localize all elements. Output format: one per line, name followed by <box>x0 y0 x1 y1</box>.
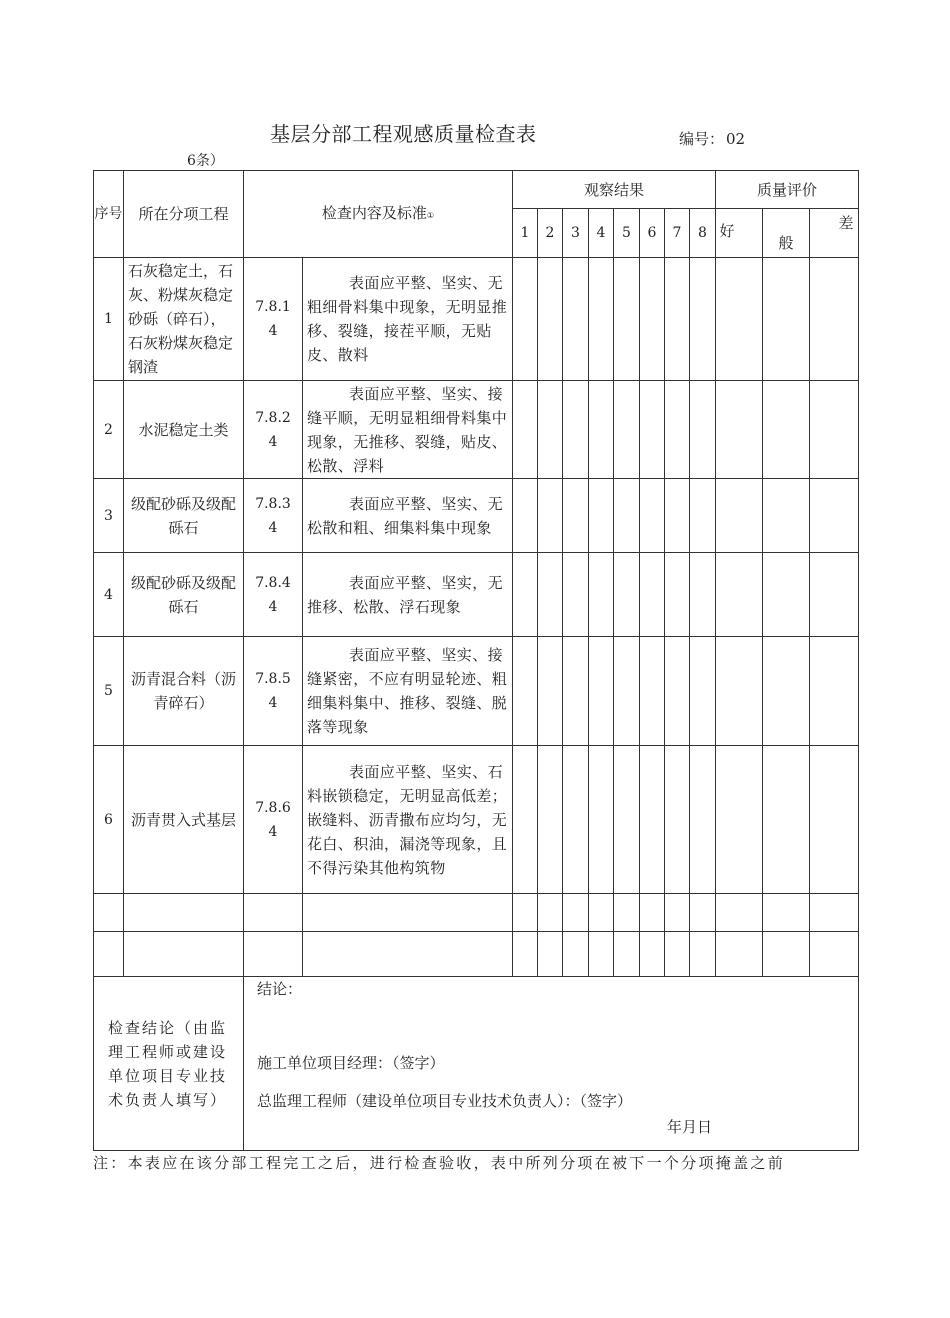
row-seq: 5 <box>94 637 124 746</box>
header-row-1 <box>94 171 859 209</box>
row-clause: 7.8.1 4 <box>244 258 303 381</box>
form-number-label: 编号： <box>679 130 725 148</box>
row-content: 表面应平整、坚实、无松散和粗、细集料集中现象 <box>303 479 513 553</box>
row-subitem: 沥青贯入式基层 <box>124 746 244 894</box>
table-row <box>94 746 859 894</box>
quality-poor: 差 <box>810 209 859 258</box>
observe-col-6: 6 <box>640 209 665 258</box>
quality-fair: 般 <box>763 209 810 258</box>
form-number <box>677 128 745 149</box>
row-content: 表面应平整、坚实、接缝紧密，不应有明显轮迹、粗细集料集中、推移、裂缝、脱落等现象 <box>303 637 513 746</box>
header-observe: 观察结果 <box>513 171 716 209</box>
conclusion-area <box>244 977 859 1151</box>
header-content: 检查内容及标准① <box>244 171 513 258</box>
conclusion-result-label: 结论： <box>257 980 303 998</box>
row-content: 表面应平整、坚实，无推移、松散、浮石现象 <box>303 553 513 637</box>
row-subitem: 级配砂砾及级配砾石 <box>124 479 244 553</box>
page-title: 基层分部工程观感质量检查表 <box>270 122 537 146</box>
table-row <box>94 258 859 381</box>
row-content: 表面应平整、坚实、石料嵌锁稳定，无明显高低差；嵌缝料、沥青撒布应均匀，无花白、积油，漏浇等现象，且不得污染其他构筑物 <box>303 746 513 894</box>
row-seq: 3 <box>94 479 124 553</box>
empty-row <box>94 932 859 977</box>
row-subitem: 水泥稳定土类 <box>124 381 244 479</box>
table-row <box>94 553 859 637</box>
row-clause: 7.8.4 4 <box>244 553 303 637</box>
inspection-table <box>93 170 859 1151</box>
observe-col-8: 8 <box>690 209 716 258</box>
quality-good: 好 <box>716 209 763 258</box>
date-label: 年月日 <box>667 1118 713 1136</box>
empty-row <box>94 894 859 932</box>
header-subitem: 所在分项工程 <box>124 171 244 258</box>
observe-col-3: 3 <box>563 209 589 258</box>
supervisor-signature-label: 总监理工程师（建设单位项目专业技术负责人）：（签字） <box>257 1092 633 1110</box>
observe-col-4: 4 <box>589 209 614 258</box>
row-seq: 1 <box>94 258 124 381</box>
footnote: 注：本表应在该分部工程完工之后，进行检查验收，表中所列分项在被下一个分项掩盖之前 <box>93 1154 786 1172</box>
row-clause: 7.8.2 4 <box>244 381 303 479</box>
row-subitem: 石灰稳定土，石灰、粉煤灰稳定砂砾（碎石），石灰粉煤灰稳定钢渣 <box>124 258 244 381</box>
form-number-value: 02 <box>726 130 746 148</box>
observe-col-7: 7 <box>665 209 690 258</box>
observe-col-1: 1 <box>513 209 538 258</box>
conclusion-row <box>94 977 859 1151</box>
footnote-mark: ① <box>426 210 435 220</box>
row-clause: 7.8.3 4 <box>244 479 303 553</box>
row-subitem: 级配砂砾及级配砾石 <box>124 553 244 637</box>
clause-fragment: 6条） <box>187 153 224 169</box>
conclusion-label: 检查结论（由监理工程师或建设单位项目专业技术负责人填写） <box>94 977 244 1151</box>
row-clause: 7.8.5 4 <box>244 637 303 746</box>
table-row <box>94 479 859 553</box>
row-content: 表面应平整、坚实、无粗细骨料集中现象，无明显推移、裂缝，接茬平顺，无贴皮、散料 <box>303 258 513 381</box>
observe-col-5: 5 <box>614 209 640 258</box>
row-seq: 4 <box>94 553 124 637</box>
row-seq: 2 <box>94 381 124 479</box>
row-seq: 6 <box>94 746 124 894</box>
table-row <box>94 381 859 479</box>
row-subitem: 沥青混合料（沥青碎石） <box>124 637 244 746</box>
table-row <box>94 637 859 746</box>
manager-signature-label: 施工单位项目经理：（签字） <box>257 1054 445 1072</box>
header-seq: 序号 <box>94 171 124 258</box>
row-content: 表面应平整、坚实、接缝平顺，无明显粗细骨料集中现象，无推移、裂缝，贴皮、松散、浮料 <box>303 381 513 479</box>
header-quality: 质量评价 <box>716 171 859 209</box>
row-clause: 7.8.6 4 <box>244 746 303 894</box>
observe-col-2: 2 <box>538 209 563 258</box>
